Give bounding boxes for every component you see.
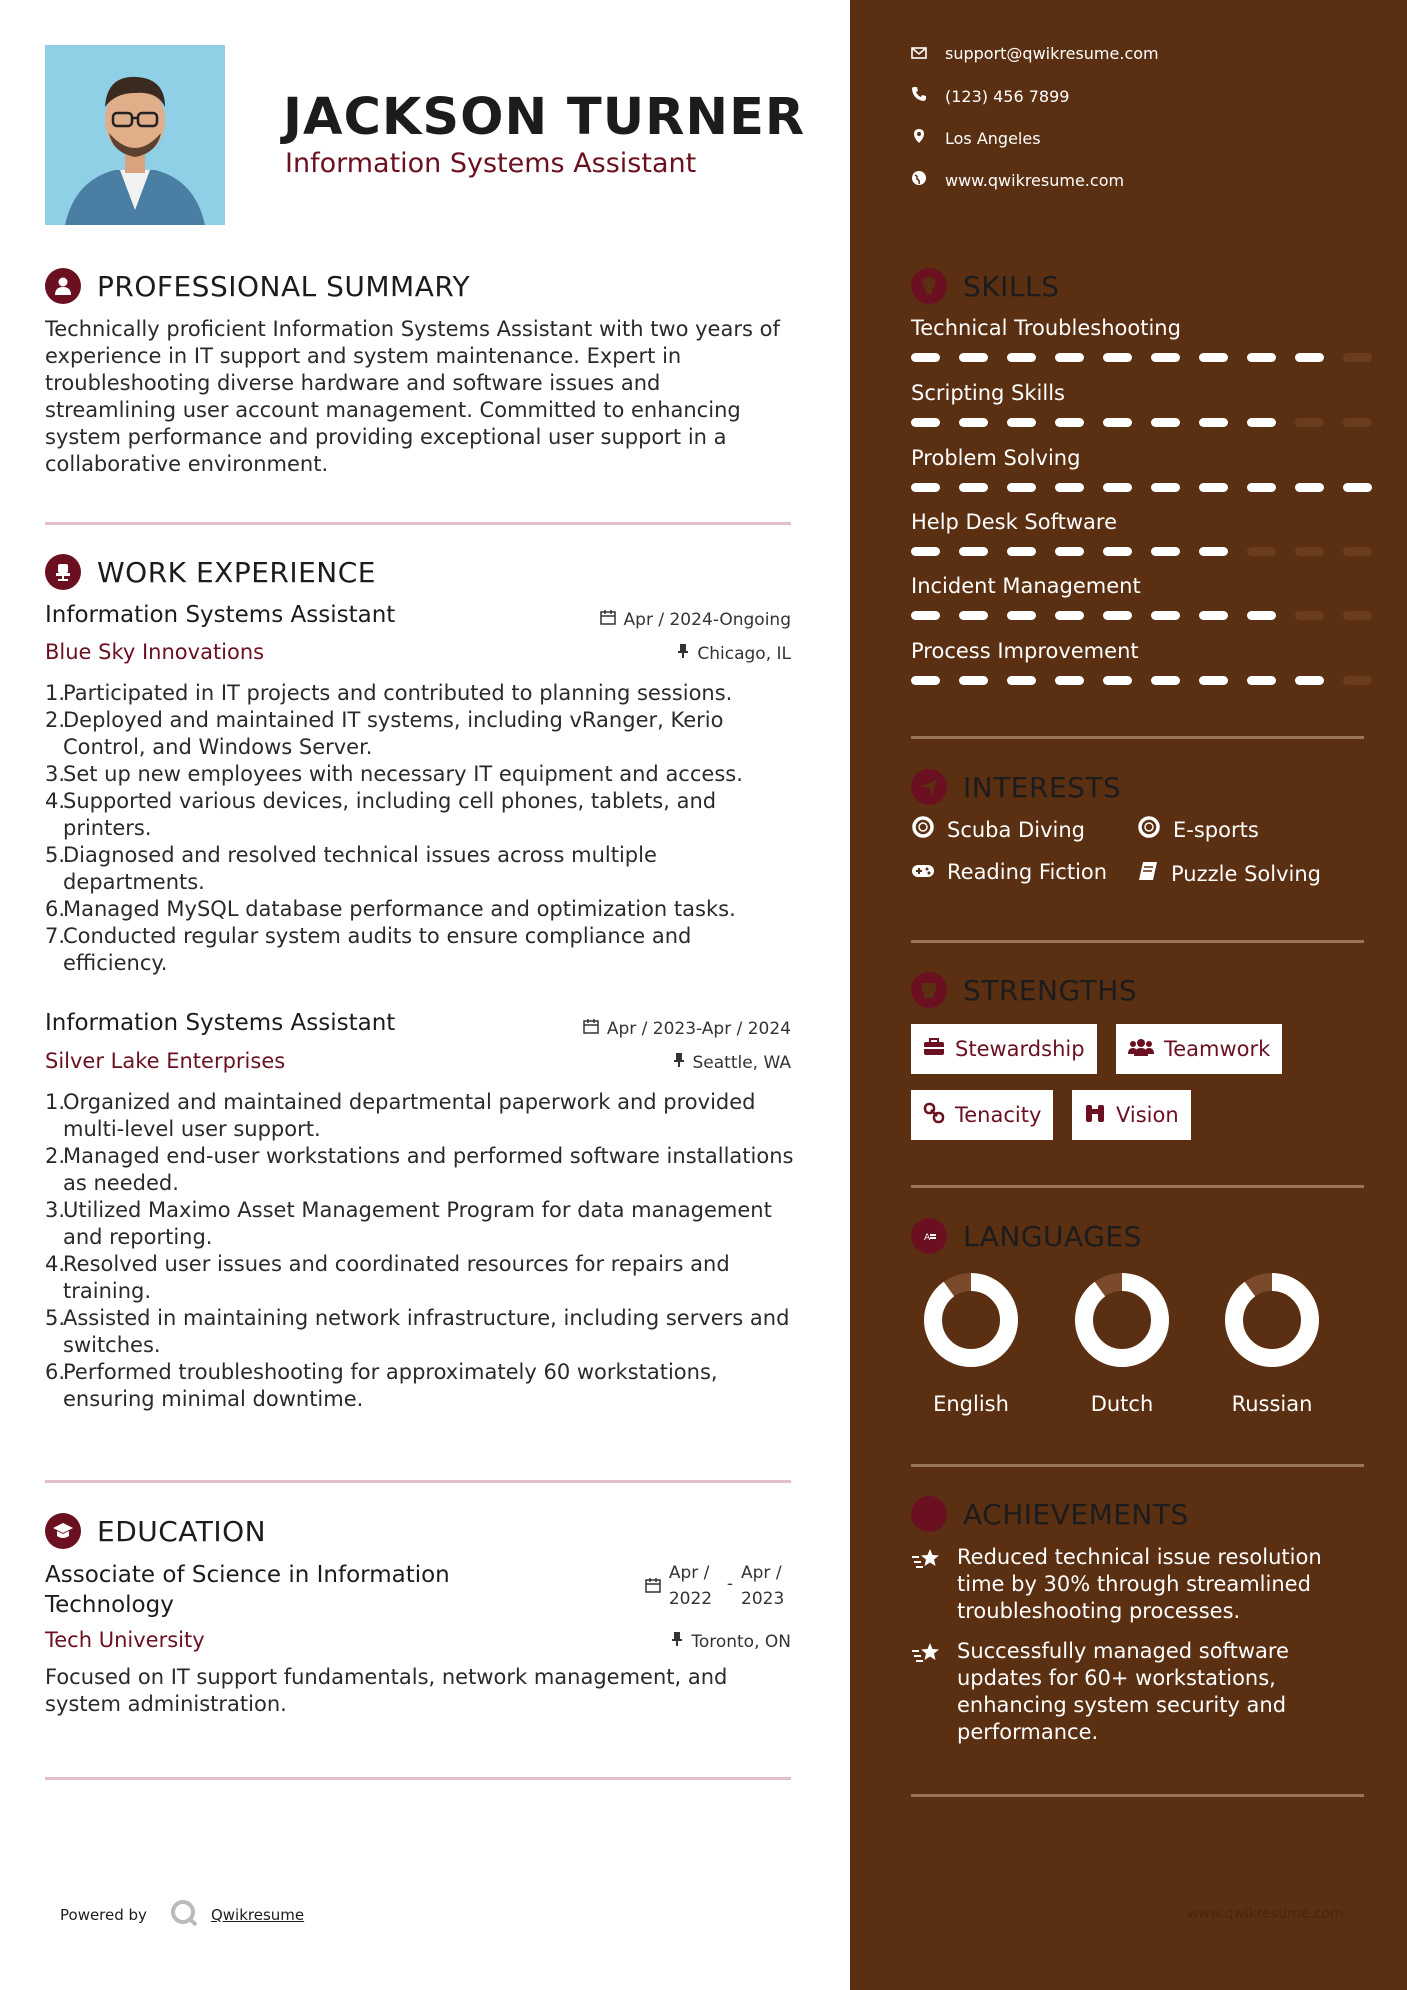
skill-dash	[1103, 611, 1132, 620]
lightbulb-icon	[911, 268, 947, 304]
date-separator: -	[726, 1574, 733, 1594]
strengths-heading	[911, 972, 1137, 1008]
job-duties	[45, 1089, 795, 1413]
skill-dash	[1295, 418, 1324, 427]
divider	[911, 1185, 1364, 1188]
language-ring	[1224, 1272, 1320, 1368]
skill-dash	[1199, 611, 1228, 620]
education-dates	[645, 1560, 791, 1612]
shooting-star-icon	[911, 1547, 943, 1625]
candidate-name: JACKSON TURNER	[283, 88, 806, 147]
divider	[911, 736, 1364, 739]
lifebuoy-icon	[911, 815, 935, 844]
skill-dash	[1199, 418, 1228, 427]
education-heading	[45, 1513, 266, 1549]
experience-heading-label: WORK EXPERIENCE	[97, 555, 376, 589]
interests-heading-label: INTERESTS	[963, 770, 1122, 804]
language-item	[906, 1272, 1036, 1416]
skill-label: Help Desk Software	[911, 510, 1117, 534]
skill-dash	[911, 483, 940, 492]
map-marker-icon	[911, 128, 927, 148]
divider	[911, 1794, 1364, 1797]
job-dates-text: Apr / 2024-Ongoing	[623, 609, 791, 630]
lifebuoy-icon	[1137, 815, 1161, 844]
skill-dash	[1295, 483, 1324, 492]
skill-meter	[911, 353, 1372, 362]
list-item: 5. Diagnosed and resolved technical issues across multiple departments.	[45, 843, 657, 894]
briefcase-icon	[923, 1037, 945, 1062]
skill-dash	[911, 353, 940, 362]
skill-dash	[1007, 547, 1036, 556]
languages-heading-label: LANGUAGES	[963, 1219, 1142, 1253]
contact-email[interactable]: support@qwikresume.com	[911, 44, 1159, 63]
skill-label: Process Improvement	[911, 639, 1139, 663]
language-ring	[1074, 1272, 1170, 1368]
skill-dash	[1055, 418, 1084, 427]
skill-dash	[959, 418, 988, 427]
gamepad-icon	[911, 860, 935, 884]
star-badge-icon	[911, 1496, 947, 1532]
languages-heading	[911, 1218, 1142, 1254]
skill-dash	[1055, 353, 1084, 362]
list-item: 6. Managed MySQL database performance and optimization tasks.	[45, 897, 736, 921]
skill-dash	[959, 611, 988, 620]
strength-tag: Stewardship	[911, 1024, 1097, 1074]
skill-dash	[1151, 676, 1180, 685]
shooting-star-icon	[911, 1641, 943, 1746]
skill-dash	[1007, 611, 1036, 620]
skill-dash	[959, 676, 988, 685]
skill-dash	[959, 547, 988, 556]
skill-dash	[1103, 418, 1132, 427]
job-dates	[583, 1018, 791, 1039]
skill-dash	[1295, 547, 1324, 556]
summary-text: Technically proficient Information Systems Assistant with two years of experience in IT support and system maintenance. Expert in troubleshooting diverse hardware and software issues and streamlining user account management. Committed to enhancing system performance and providing exceptional user support in a collaborative environment.	[45, 317, 780, 476]
calendar-icon	[600, 609, 616, 630]
job-location	[673, 1052, 792, 1073]
job-location-text: Seattle, WA	[692, 1052, 791, 1073]
list-item: 7. Conducted regular system audits to ensure compliance and efficiency.	[45, 924, 692, 975]
language-item	[1207, 1272, 1337, 1416]
skill-meter	[911, 611, 1372, 620]
job-title: Information Systems Assistant	[45, 602, 396, 628]
job-dates	[600, 609, 791, 630]
achievement-item: Reduced technical issue resolution time by 30% through streamlined troubleshooting processes.	[911, 1544, 1351, 1625]
interest-item: Reading Fiction	[911, 860, 1107, 884]
pin-icon	[677, 643, 689, 664]
job-duties	[45, 680, 795, 977]
strength-tag: Tenacity	[911, 1090, 1053, 1140]
skill-dash	[1343, 483, 1372, 492]
calendar-icon	[645, 1577, 661, 1598]
link-icon	[923, 1102, 945, 1129]
skill-dash	[1103, 353, 1132, 362]
paper-plane-icon	[911, 769, 947, 805]
envelope-icon	[911, 44, 927, 63]
skill-meter	[911, 547, 1372, 556]
divider	[45, 1777, 791, 1780]
watermark: www.qwikresume.com	[1187, 1906, 1344, 1922]
list-item: 6. Performed troubleshooting for approximately 60 workstations, ensuring minimal downtime.	[45, 1360, 718, 1411]
list-item: 2. Managed end-user workstations and performed software installations as needed.	[45, 1144, 794, 1195]
svg-text:A: A	[924, 1233, 931, 1243]
language-label: Dutch	[1090, 1392, 1154, 1416]
list-item: 1. Participated in IT projects and contributed to planning sessions.	[45, 681, 733, 705]
phone-icon	[911, 86, 927, 106]
list-item: 2. Deployed and maintained IT systems, including vRanger, Kerio Control, and Windows Server.	[45, 708, 724, 759]
divider	[45, 522, 791, 525]
contact-phone[interactable]: (123) 456 7899	[911, 86, 1069, 106]
skill-dash	[1295, 353, 1324, 362]
skill-dash	[1295, 611, 1324, 620]
brand-link[interactable]: Qwikresume	[210, 1906, 305, 1924]
skill-dash	[1007, 483, 1036, 492]
contact-website[interactable]: www.qwikresume.com	[911, 170, 1124, 190]
skill-dash	[1247, 547, 1276, 556]
footer-powered-by	[60, 1898, 304, 1932]
skill-dash	[959, 353, 988, 362]
strength-tag: Vision	[1072, 1090, 1191, 1140]
interest-item: Puzzle Solving	[1137, 860, 1321, 887]
skill-meter	[911, 483, 1372, 492]
skill-dash	[1343, 676, 1372, 685]
achievements-heading	[911, 1496, 1189, 1532]
skill-dash	[1247, 418, 1276, 427]
skill-dash	[1199, 483, 1228, 492]
job-location	[677, 643, 791, 664]
pin-icon	[673, 1052, 685, 1073]
skill-dash	[1199, 353, 1228, 362]
skill-dash	[911, 676, 940, 685]
divider	[911, 1464, 1364, 1467]
education-end: Apr / 2023	[741, 1563, 785, 1609]
company-name: Blue Sky Innovations	[45, 640, 265, 664]
education-start: Apr / 2022	[668, 1563, 713, 1609]
skill-dash	[1103, 676, 1132, 685]
degree-title: Associate of Science in Information Technology	[45, 1562, 450, 1618]
candidate-title: Information Systems Assistant	[285, 148, 697, 179]
achievement-item: Successfully managed software updates for 60+ workstations, enhancing system security and performance.	[911, 1638, 1351, 1746]
summary-heading-label: PROFESSIONAL SUMMARY	[97, 269, 471, 303]
skill-label: Scripting Skills	[911, 381, 1065, 405]
skill-dash	[1055, 547, 1084, 556]
language-ring	[923, 1272, 1019, 1368]
skill-dash	[1055, 676, 1084, 685]
skill-dash	[1055, 483, 1084, 492]
skill-dash	[1343, 611, 1372, 620]
binoculars-icon	[1084, 1103, 1106, 1128]
achievements-heading-label: ACHIEVEMENTS	[963, 1497, 1189, 1531]
skill-dash	[1103, 547, 1132, 556]
skill-dash	[911, 547, 940, 556]
skill-dash	[1247, 676, 1276, 685]
user-icon	[45, 268, 81, 304]
education-location	[671, 1631, 791, 1652]
skill-dash	[1343, 418, 1372, 427]
skill-dash	[1007, 418, 1036, 427]
skill-dash	[1295, 676, 1324, 685]
skill-dash	[1151, 483, 1180, 492]
education-heading-label: EDUCATION	[97, 1514, 267, 1548]
school-name: Tech University	[45, 1628, 205, 1652]
job-location-text: Chicago, IL	[697, 643, 791, 664]
list-item: 4. Resolved user issues and coordinated resources for repairs and training.	[45, 1252, 730, 1303]
interests-heading	[911, 769, 1121, 805]
job-dates-text: Apr / 2023-Apr / 2024	[606, 1018, 791, 1039]
language-icon	[911, 1218, 947, 1254]
skill-dash	[1247, 611, 1276, 620]
experience-heading	[45, 554, 376, 590]
interest-item: E-sports	[1137, 815, 1259, 844]
powered-by-label: Powered by	[60, 1906, 147, 1924]
divider	[911, 940, 1364, 943]
skill-dash	[1151, 353, 1180, 362]
skill-dash	[1199, 676, 1228, 685]
skill-label: Technical Troubleshooting	[911, 316, 1181, 340]
skill-dash	[1247, 353, 1276, 362]
company-name: Silver Lake Enterprises	[45, 1049, 286, 1073]
globe-icon	[911, 170, 927, 190]
chair-icon	[45, 554, 81, 590]
list-item: 3. Utilized Maximo Asset Management Program for data management and reporting.	[45, 1198, 772, 1249]
language-label: English	[933, 1392, 1009, 1416]
graduation-cap-icon	[45, 1513, 81, 1549]
skill-dash	[1055, 611, 1084, 620]
divider	[45, 1480, 791, 1483]
language-item	[1057, 1272, 1187, 1416]
skill-dash	[1199, 547, 1228, 556]
skills-heading-label: SKILLS	[963, 269, 1060, 303]
users-icon	[1128, 1037, 1154, 1062]
skill-meter	[911, 418, 1372, 427]
skill-dash	[911, 418, 940, 427]
language-label: Russian	[1231, 1392, 1313, 1416]
skill-dash	[1151, 611, 1180, 620]
skill-label: Incident Management	[911, 574, 1141, 598]
skill-label: Problem Solving	[911, 446, 1081, 470]
list-item: 3. Set up new employees with necessary IT equipment and access.	[45, 762, 743, 786]
education-text: Focused on IT support fundamentals, network management, and system administration.	[45, 1665, 728, 1716]
skill-dash	[1007, 353, 1036, 362]
summary-heading	[45, 268, 470, 304]
skills-heading	[911, 268, 1059, 304]
education-location-text: Toronto, ON	[691, 1631, 791, 1652]
strength-tag: Teamwork	[1116, 1024, 1282, 1074]
interest-item: Scuba Diving	[911, 815, 1085, 844]
skill-dash	[959, 483, 988, 492]
profile-photo	[45, 45, 225, 225]
list-item: 5. Assisted in maintaining network infrastructure, including servers and switches.	[45, 1306, 790, 1357]
list-item: 1. Organized and maintained departmental paperwork and provided multi-level user support.	[45, 1090, 756, 1141]
job-title: Information Systems Assistant	[45, 1010, 396, 1036]
contact-location: Los Angeles	[911, 128, 1041, 148]
strengths-heading-label: STRENGTHS	[963, 973, 1138, 1007]
skill-dash	[1151, 418, 1180, 427]
skill-dash	[1007, 676, 1036, 685]
skill-dash	[1247, 483, 1276, 492]
skill-dash	[1343, 353, 1372, 362]
list-item: 4. Supported various devices, including cell phones, tablets, and printers.	[45, 789, 717, 840]
pin-icon	[671, 1631, 683, 1652]
book-icon	[1137, 860, 1159, 887]
calendar-icon	[583, 1018, 599, 1039]
skill-dash	[1103, 483, 1132, 492]
fist-icon	[911, 972, 947, 1008]
skill-dash	[1343, 547, 1372, 556]
skill-meter	[911, 676, 1372, 685]
skill-dash	[1151, 547, 1180, 556]
skill-dash	[911, 611, 940, 620]
qwikresume-logo-icon	[169, 1898, 199, 1932]
